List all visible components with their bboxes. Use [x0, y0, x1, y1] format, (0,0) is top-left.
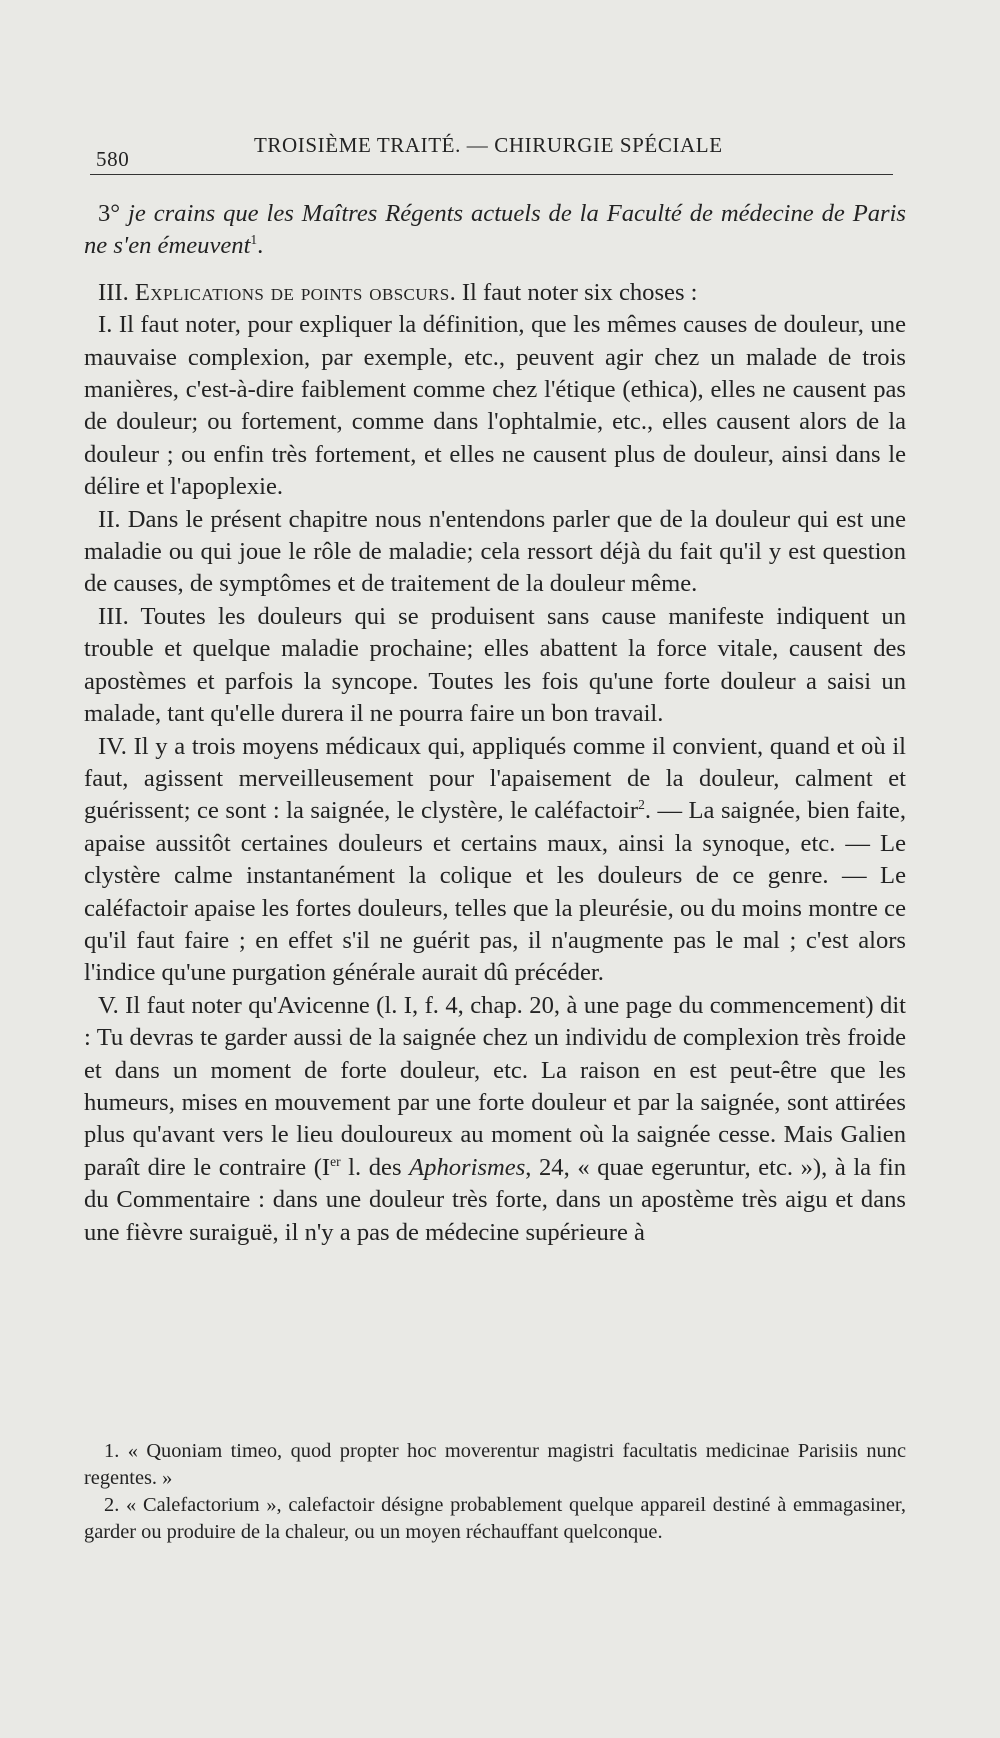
section-intro: . Il faut noter six choses : — [449, 278, 698, 306]
paragraph-5-start: V. Il faut noter qu'Avicenne (l. I, f. 4, chap. 20, à une page du commencement) dit : Tu devras te garder aussi de la saignée chez un individu de complexion très froide et dans un moment de forte douleur, etc. La raison en est peut-être que les humeurs, mises en mouvement par une forte douleur et par la saignée, sont attirées plus qu'avant vers le lieu douloureux au moment où la saignée cesse. Mais Galien paraît dire le contraire (I — [84, 991, 906, 1181]
section-heading — [84, 277, 906, 309]
paragraph-4 — [84, 731, 906, 990]
paragraph-1: I. Il faut noter, pour expliquer la définition, que les mêmes causes de douleur, une mauvaise complexion, par exemple, etc., peuvent agir chez un malade de trois manières, c'est-à-dire faiblement comme chez l'étique (ethica), elles ne causent pas de douleur; ou fortement, comme dans l'ophtalmie, etc., elles causent alors de la douleur ; ou enfin très fortement, et elles ne causent plus de douleur, ainsi dans le délire et l'apoplexie. — [84, 311, 906, 501]
header-rule — [90, 174, 893, 175]
page-number: 580 — [96, 147, 130, 171]
paragraph-2: II. Dans le présent chapitre nous n'entendons parler que de la douleur qui est une maladie ou qui joue le rôle de maladie; cela ressort déjà du fait qu'il y est question de causes, de symptômes et de traitement de la douleur même. — [84, 505, 906, 598]
paragraph-4-end: . — La saignée, bien faite, apaise aussitôt certaines douleurs et certains maux, ainsi la synoque, etc. — Le clystère calme instantanément la colique et les douleurs de ce genre. — Le caléfactoir apaise les fortes douleurs, telles que la pleurésie, ou du moins montre ce qu'il faut faire ; en effet s'il ne guérit pas, il n'augmente pas le mal ; c'est alors l'indice qu'une purgation générale aurait dû précéder. — [84, 797, 906, 987]
opening-number: 3° — [98, 200, 129, 227]
opening-end: . — [257, 232, 264, 260]
main-text — [84, 198, 906, 1249]
paragraph-5-mid: l. des — [340, 1153, 410, 1181]
opening-italic: je crains que les Maîtres Régents actuels de la Faculté de médecine de Paris ne s'en émeuvent — [84, 200, 906, 260]
opening-paragraph — [84, 198, 906, 263]
footnote-ref-1: 1 — [250, 232, 258, 248]
paragraph-5 — [84, 990, 906, 1249]
section-number: III. — [98, 278, 135, 306]
paragraph-3: III. Toutes les douleurs qui se produisent sans cause manifeste indiquent un trouble et quelque maladie prochaine; elles abattent la force vitale, causent des apostèmes et parfois la syncope. Toutes les fois qu'une forte douleur a saisi un malade, tant qu'elle durera il ne pourra faire un bon travail. — [84, 602, 906, 728]
aphorismes-title: Aphorismes — [409, 1153, 526, 1181]
footnote-2: 2. « Calefactorium », calefactoir désigne probablement quelque appareil destiné à emmagasiner, garder ou produire de la chaleur, ou un moyen réchauffant quelconque. — [84, 1494, 906, 1543]
section-title: Explications de points obscurs — [134, 278, 450, 306]
running-title: TROISIÈME TRAITÉ. — CHIRURGIE SPÉCIALE — [254, 133, 723, 157]
paragraph-5-end: , 24, « quae egeruntur, etc. »), à la fin du Commentaire : dans une douleur très forte, dans un apostème très aigu et dans une fièvre suraiguë, il n'y a pas de médecine supérieure à — [84, 1153, 906, 1246]
superscript-er: er — [330, 1153, 341, 1169]
footnote-ref-2: 2 — [638, 797, 645, 813]
footnote-1: 1. « Quoniam timeo, quod propter hoc moverentur magistri facultatis medicinae Parisiis nunc regentes. » — [84, 1440, 906, 1489]
paragraph-4-start: IV. Il y a trois moyens médicaux qui, appliqués comme il convient, quand et où il faut, agissent merveilleusement pour l'apaisement de la douleur, calment et guérissent; ce sont : la saignée, le clystère, le caléfactoir — [84, 732, 906, 825]
footnotes — [84, 1438, 906, 1546]
